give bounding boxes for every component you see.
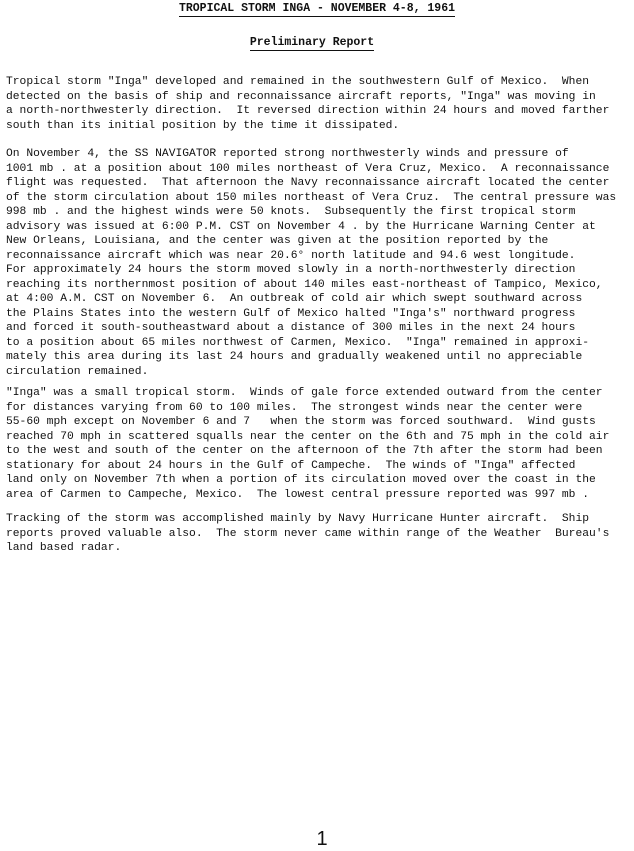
paragraph-4: Tracking of the storm was accomplished mainly by Navy Hurricane Hunter aircraft. Ship reports proved valuable also. The storm never came within range of the Weather Bureau's land based radar. bbox=[6, 513, 610, 554]
paragraph-1: Tropical storm "Inga" developed and remained in the southwestern Gulf of Mexico. When detected on the basis of ship and reconnaissance aircraft reports, "Inga" was moving in a north-northwesterly direction. It reversed direction within 24 hours and moved farther south than its initial position by the time it dissipated. bbox=[6, 76, 610, 132]
document-title-text: TROPICAL STORM INGA - NOVEMBER 4-8, 1961 bbox=[178, 2, 456, 15]
page-number: 1 bbox=[316, 828, 328, 850]
document-subtitle-text: Preliminary Report bbox=[249, 36, 375, 49]
paragraph-2: On November 4, the SS NAVIGATOR reported strong northwesterly winds and pressure of 1001 mb . at a position about 100 miles northeast of Vera Cruz, Mexico. A reconnaissance flight was requested. That afternoon the Navy reconnaissance aircraft located the center of the storm circulation about 150 miles northeast of Vera Cruz. The central pressure was 998 mb . and the highest winds were 50 knots. Subsequently the first tropical storm advisory was issued at 6:00 P.M. CST on November 4 . by the Hurricane Warning Center at New Orleans, Louisiana, and the center was given at the position reported by the reconnaissance aircraft which was near 20.6° north latitude and 94.6 west longitude. For approximately 24 hours the storm moved slowly in a north-northwesterly direction reaching its northernmost position of about 140 miles east-northeast of Tampico, Mexico, at 4:00 A.M. CST on November 6. An outbreak of cold air which swept southward across the Plains States into the western Gulf of Mexico halted "Inga's" northward progress and forced it south-southeastward about a distance of 300 miles in the next 24 hours to a position about 65 miles northwest of Carmen, Mexico. "Inga" remained in approxi- mately this area during its last 24 hours and gradually weakened until no appreciable circulation remained. bbox=[6, 148, 617, 378]
document-title bbox=[0, 2, 634, 15]
paragraph-3: "Inga" was a small tropical storm. Winds of gale force extended outward from the center for distances varying from 60 to 100 miles. The strongest winds near the center were 55-60 mph except on November 6 and 7 when the storm was forced southward. Wind gusts reached 70 mph in scattered squalls near the center on the 6th and 75 mph in the cold air to the west and south of the center on the afternoon of the 7th after the storm had been stationary for about 24 hours in the Gulf of Campeche. The winds of "Inga" affected land only on November 7th when a portion of its circulation moved over the coast in the area of Carmen to Campeche, Mexico. The lowest central pressure reported was 997 mb . bbox=[6, 387, 610, 501]
document-subtitle bbox=[0, 36, 624, 49]
